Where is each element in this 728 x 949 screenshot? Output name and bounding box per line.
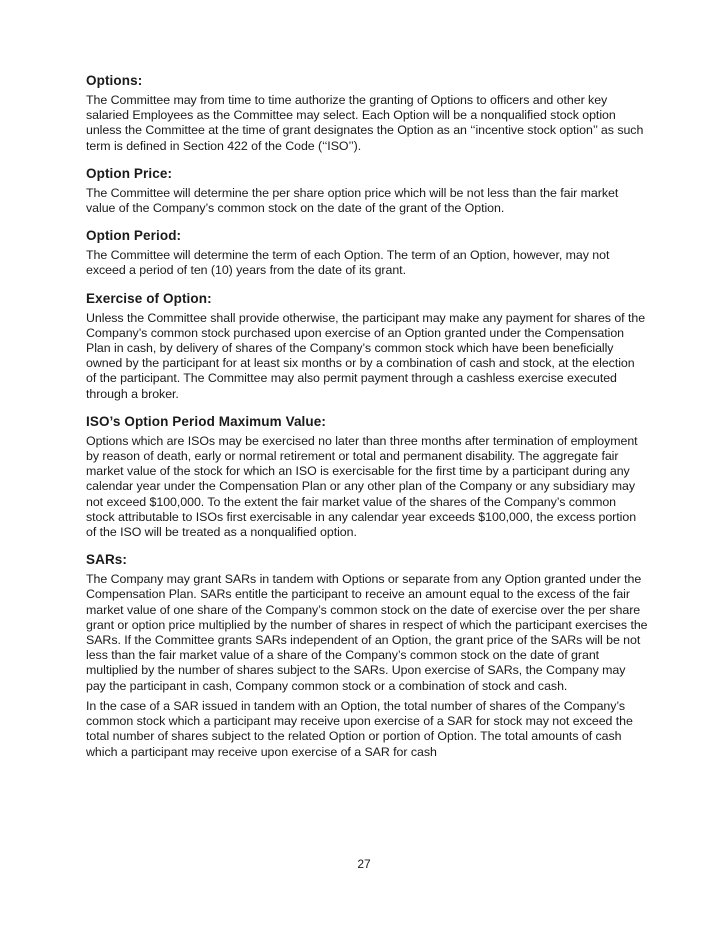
section-heading: Option Period: xyxy=(86,228,182,244)
section-iso-option-period xyxy=(86,413,648,540)
section-paragraph: The Committee may from time to time authorize the granting of Options to officers and other key salaried Employees as the Committee may select. Each Option will be a nonqualified stock option unless the Committee at the time of grant designates the Option as an ‘‘incentive stock option’’ as such term is defined in Section 422 of the Code (‘‘ISO’’). xyxy=(86,93,644,153)
document-page xyxy=(86,72,648,771)
section-paragraph: The Committee will determine the term of each Option. The term of an Option, however, may not exceed a period of ten (10) years from the date of its grant. xyxy=(86,248,610,278)
section-paragraph: Options which are ISOs may be exercised no later than three months after termination of employment by reason of death, early or normal retirement or total and permanent disability. The aggregate fair market value of the stock for which an ISO is exercisable for the first time by a participant during any calendar year under the Compensation Plan or any other plan of the Company or any subsidiary may not exceed $100,000. To the extent the fair market value of the shares of the Company’s common stock attributable to ISOs first exercisable in any calendar year exceeds $100,000, the excess portion of the ISO will be treated as a nonqualified option. xyxy=(86,433,638,540)
page-number: 27 xyxy=(357,857,371,871)
section-sars xyxy=(86,551,648,759)
section-paragraph: The Company may grant SARs in tandem with Options or separate from any Option granted under the Compensation Plan. SARs entitle the participant to receive an amount equal to the excess of the fair market value of one share of the Company’s common stock on the date of exercise over the per share grant or option price multiplied by the number of shares in respect of which the participant exercises the SARs. If the Committee grants SARs independent of an Option, the grant price of the SARs will be not less than the fair market value of a share of the Company’s common stock on the date of grant multiplied by the number of shares subject to the SARs. Upon exercise of SARs, the Company may pay the participant in cash, Company common stock or a combination of stock and cash. xyxy=(86,572,648,693)
section-heading: Exercise of Option: xyxy=(86,290,212,306)
section-options xyxy=(86,72,648,154)
section-option-period xyxy=(86,227,648,278)
section-paragraph: The Committee will determine the per share option price which will be not less than the fair market value of the Company’s common stock on the date of the grant of the Option. xyxy=(86,185,619,216)
section-option-price xyxy=(86,165,648,216)
section-paragraph: In the case of a SAR issued in tandem with an Option, the total number of shares of the Company’s common stock which a participant may receive upon exercise of a SAR for stock may not exceed the total number of shares subject to the related Option or portion of Option. The total amounts of cash which a participant may receive upon exercise of a SAR for cash xyxy=(86,698,633,759)
section-exercise-of-option xyxy=(86,290,648,402)
section-paragraph: Unless the Committee shall provide otherwise, the participant may make any payment for shares of the Company’s common stock purchased upon exercise of an Option granted under the Compensation Plan in cash, by delivery of shares of the Company’s common stock which have been beneficially owned by the participant for at least six months or by a combination of cash and stock, at the election of the participant. The Committee may also permit payment through a cashless exercise executed through a broker. xyxy=(86,310,646,401)
section-heading: Options: xyxy=(86,73,143,88)
section-heading: SARs: xyxy=(86,552,128,568)
section-heading: ISO’s Option Period Maximum Value: xyxy=(86,413,326,429)
section-heading: Option Price: xyxy=(86,165,173,181)
